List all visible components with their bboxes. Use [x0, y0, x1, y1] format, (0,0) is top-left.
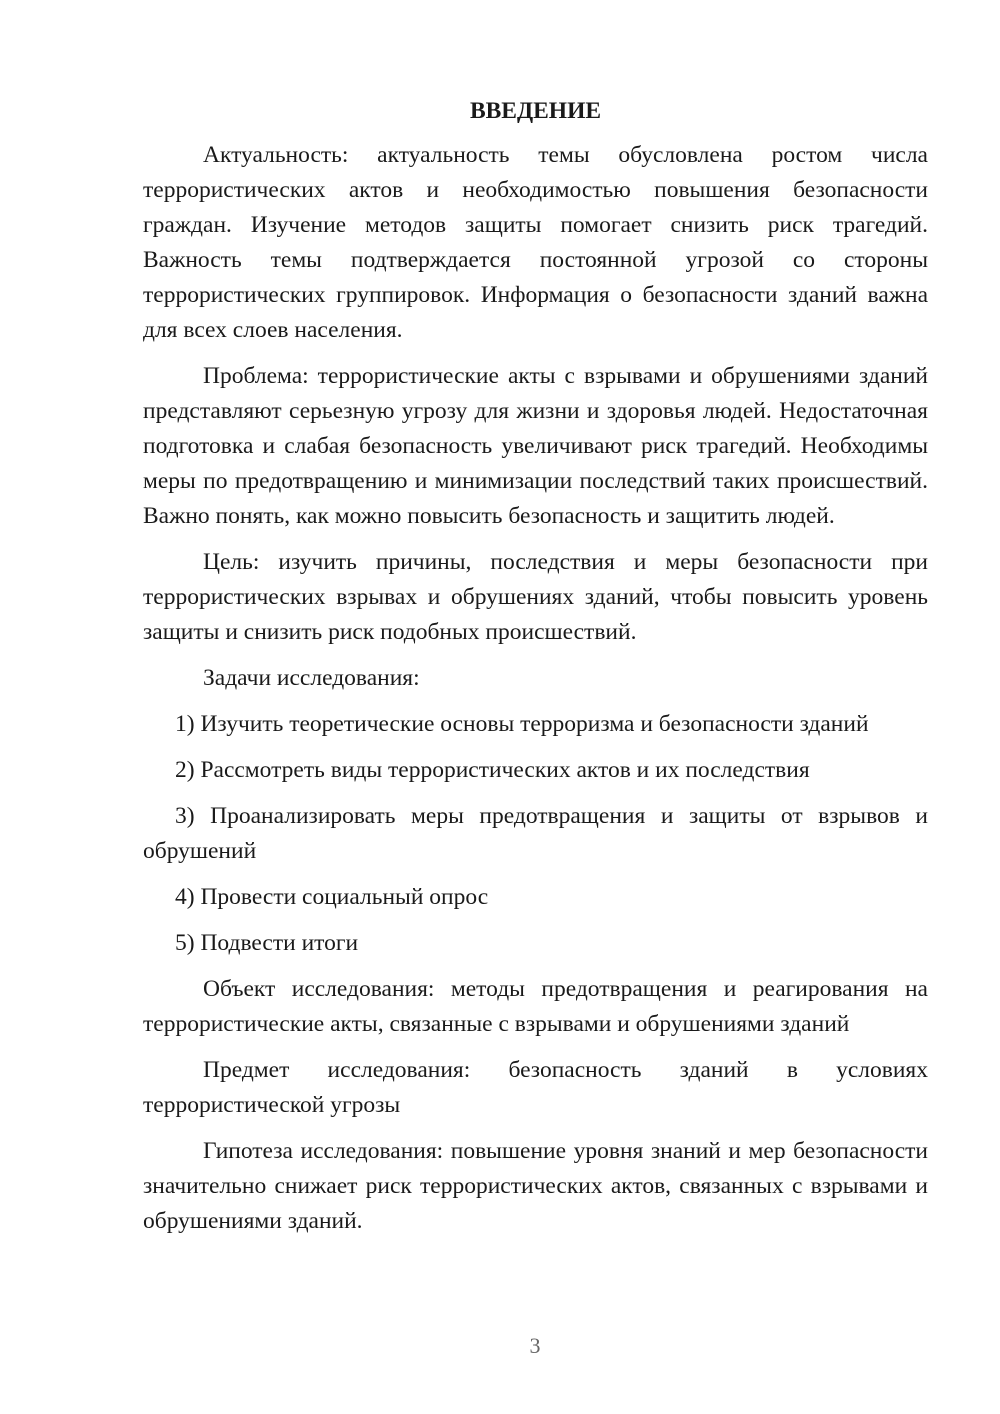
task-item-4: 4) Провести социальный опрос [175, 884, 489, 910]
section-title: ВВЕДЕНИЕ [469, 98, 602, 124]
paragraph-object: Объект исследования: методы предотвращения и реагирования на террористические акты, связанные с взрывами и обрушениями зданий [143, 976, 928, 1037]
page-number: 3 [529, 1333, 541, 1358]
paragraph-goal: Цель: изучить причины, последствия и меры безопасности при террористических взрывах и обрушениях зданий, чтобы повысить уровень защиты и снизить риск подобных происшествий. [143, 549, 928, 645]
task-item-1: 1) Изучить теоретические основы терроризма и безопасности зданий [175, 711, 869, 737]
paragraph-hypothesis: Гипотеза исследования: повышение уровня знаний и мер безопасности значительно снижает риск террористических актов, связанных с взрывами и обрушениями зданий. [143, 1138, 928, 1234]
paragraph-relevance: Актуальность: актуальность темы обусловлена ростом числа террористических актов и необходимостью повышения безопасности граждан. Изучение методов защиты помогает снизить риск трагедий. Важность темы подтверждается постоянной угрозой со стороны террористических группировок. Информация о безопасности зданий важна для всех слоев населения. [143, 142, 928, 343]
task-item-2: 2) Рассмотреть виды террористических актов и их последствия [175, 757, 810, 783]
task-item-3: 3) Проанализировать меры предотвращения и защиты от взрывов и обрушений [143, 803, 928, 864]
tasks-heading: Задачи исследования: [203, 665, 420, 691]
paragraph-subject: Предмет исследования: безопасность зданий в условиях террористической угрозы [143, 1057, 928, 1118]
page-content [143, 96, 928, 1250]
paragraph-problem: Проблема: террористические акты с взрывами и обрушениями зданий представляют серьезную угрозу для жизни и здоровья людей. Недостаточная подготовка и слабая безопасность увеличивают риск трагедий. Необходимы меры по предотвращению и минимизации последствий таких происшествий. Важно понять, как можно повысить безопасность и защитить людей. [143, 363, 928, 529]
task-item-5: 5) Подвести итоги [175, 930, 359, 956]
